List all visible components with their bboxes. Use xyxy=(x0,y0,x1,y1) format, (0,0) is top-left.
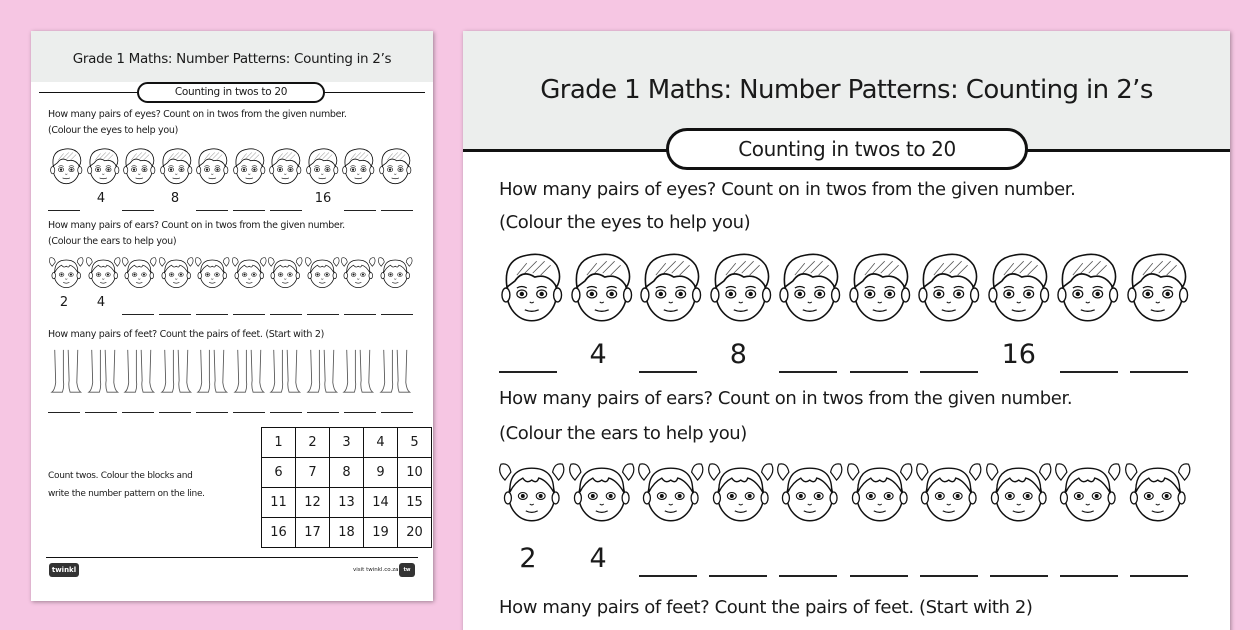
girl-face-icon xyxy=(1123,457,1193,533)
answer-blank[interactable] xyxy=(850,337,908,373)
girl-face-icon xyxy=(497,457,567,533)
ears-hint: (Colour the ears to help you) xyxy=(48,236,177,247)
answer-blank[interactable] xyxy=(48,393,80,413)
girl-face-icon xyxy=(377,254,414,296)
answer-blank[interactable] xyxy=(1130,337,1188,373)
boy-face-icon xyxy=(1053,247,1123,331)
feet-answer-row xyxy=(48,393,413,413)
grid-cell[interactable]: 15 xyxy=(398,488,432,518)
grid-cell[interactable]: 12 xyxy=(296,488,330,518)
grid-instruction-2: write the number pattern on the line. xyxy=(48,489,205,499)
boy-face-icon xyxy=(48,145,85,191)
boy-face-icon xyxy=(1123,247,1193,331)
given-number: 8 xyxy=(170,191,180,206)
girl-face-icon xyxy=(567,457,637,533)
answer-blank[interactable] xyxy=(85,393,117,413)
ears-answer-row xyxy=(499,541,1188,577)
worksheet-preview-thumbnail xyxy=(31,31,433,601)
answer-blank[interactable] xyxy=(196,393,228,413)
given-number: 2 xyxy=(59,295,69,310)
girl-faces-row xyxy=(497,457,1192,533)
grid-cell[interactable]: 18 xyxy=(330,518,364,548)
answer-blank[interactable] xyxy=(122,191,154,211)
boy-face-icon xyxy=(267,145,304,191)
ears-answer-row xyxy=(48,295,413,315)
worksheet-title: Grade 1 Maths: Number Patterns: Counting in 2’s xyxy=(72,51,392,67)
answer-blank[interactable] xyxy=(233,393,265,413)
boy-faces-row xyxy=(48,145,413,191)
feet-question: How many pairs of feet? Count the pairs of feet. (Start with 2) xyxy=(499,597,1033,618)
given-number: 2 xyxy=(519,543,537,574)
given-number: 4 xyxy=(96,191,106,206)
grid-cell[interactable]: 13 xyxy=(330,488,364,518)
footer-url: visit twinkl.co.za xyxy=(353,567,399,573)
eyes-hint: (Colour the eyes to help you) xyxy=(499,212,751,233)
grid-cell[interactable]: 1 xyxy=(262,428,296,458)
girl-face-icon xyxy=(194,254,231,296)
answer-blank[interactable] xyxy=(196,295,228,315)
answer-blank[interactable] xyxy=(1060,337,1118,373)
girl-face-icon xyxy=(775,457,845,533)
grid-row xyxy=(262,488,432,518)
boy-face-icon xyxy=(231,145,268,191)
girl-face-icon xyxy=(1053,457,1123,533)
grid-cell[interactable]: 6 xyxy=(262,458,296,488)
grid-cell[interactable]: 4 xyxy=(364,428,398,458)
boy-face-icon xyxy=(497,247,567,331)
answer-blank[interactable] xyxy=(233,191,265,211)
eyes-answer-row xyxy=(499,337,1188,373)
girl-face-icon xyxy=(85,254,122,296)
answer-blank[interactable] xyxy=(122,393,154,413)
grid-cell[interactable]: 2 xyxy=(296,428,330,458)
grid-instruction-1: Count twos. Colour the blocks and xyxy=(48,471,193,481)
grid-cell[interactable]: 14 xyxy=(364,488,398,518)
answer-blank[interactable] xyxy=(1130,541,1188,577)
grid-cell[interactable]: 10 xyxy=(398,458,432,488)
girl-face-icon xyxy=(267,254,304,296)
given-number: 16 xyxy=(1001,339,1036,370)
answer-blank[interactable] xyxy=(344,191,376,211)
subtitle-pill: Counting in twos to 20 xyxy=(137,82,325,103)
boy-face-icon xyxy=(775,247,845,331)
grid-row xyxy=(262,518,432,548)
answer-blank[interactable] xyxy=(990,541,1048,577)
answer-blank[interactable] xyxy=(850,541,908,577)
boy-face-icon xyxy=(706,247,776,331)
ears-question: How many pairs of ears? Count on in twos from the given number. xyxy=(48,220,345,231)
girl-face-icon xyxy=(48,254,85,296)
given-number: 4 xyxy=(589,543,607,574)
girl-faces-row xyxy=(48,254,413,296)
grid-cell[interactable]: 17 xyxy=(296,518,330,548)
subtitle-pill: Counting in twos to 20 xyxy=(666,128,1028,170)
answer-blank[interactable] xyxy=(779,337,837,373)
eyes-question: How many pairs of eyes? Count on in twos from the given number. xyxy=(499,179,1076,200)
answer-blank[interactable] xyxy=(381,191,413,211)
grid-row xyxy=(262,458,432,488)
grid-cell[interactable]: 7 xyxy=(296,458,330,488)
boy-face-icon xyxy=(121,145,158,191)
grid-cell[interactable]: 8 xyxy=(330,458,364,488)
boy-face-icon xyxy=(984,247,1054,331)
worksheet-zoomed xyxy=(463,31,1230,630)
boy-face-icon xyxy=(914,247,984,331)
boy-face-icon xyxy=(567,247,637,331)
boy-face-icon xyxy=(636,247,706,331)
hundred-grid-to-20 xyxy=(261,427,432,548)
answer-blank[interactable] xyxy=(159,295,191,315)
twinkl-logo: twinkl xyxy=(49,563,79,577)
grid-cell[interactable]: 9 xyxy=(364,458,398,488)
boy-face-icon xyxy=(158,145,195,191)
boy-faces-row xyxy=(497,247,1192,331)
boy-face-icon xyxy=(845,247,915,331)
grid-cell[interactable]: 3 xyxy=(330,428,364,458)
answer-blank[interactable] xyxy=(381,393,413,413)
girl-face-icon xyxy=(231,254,268,296)
answer-blank[interactable] xyxy=(159,393,191,413)
eyes-hint: (Colour the eyes to help you) xyxy=(48,125,179,136)
worksheet-title: Grade 1 Maths: Number Patterns: Counting in 2’s xyxy=(540,75,1153,105)
boy-face-icon xyxy=(194,145,231,191)
girl-face-icon xyxy=(304,254,341,296)
answer-blank[interactable] xyxy=(920,541,978,577)
answer-blank[interactable] xyxy=(270,393,302,413)
girl-face-icon xyxy=(121,254,158,296)
boy-face-icon xyxy=(304,145,341,191)
answer-blank[interactable] xyxy=(270,295,302,315)
feet-question: How many pairs of feet? Count the pairs of feet. (Start with 2) xyxy=(48,329,324,340)
boy-face-icon xyxy=(377,145,414,191)
answer-blank[interactable] xyxy=(344,295,376,315)
boy-face-icon xyxy=(340,145,377,191)
answer-blank[interactable] xyxy=(233,295,265,315)
answer-blank[interactable] xyxy=(499,337,557,373)
answer-blank[interactable] xyxy=(48,191,80,211)
given-number: 8 xyxy=(729,339,747,370)
given-number: 16 xyxy=(314,191,332,206)
grid-cell[interactable]: 20 xyxy=(398,518,432,548)
grid-cell[interactable]: 5 xyxy=(398,428,432,458)
girl-face-icon xyxy=(845,457,915,533)
given-number: 4 xyxy=(589,339,607,370)
answer-blank[interactable] xyxy=(381,295,413,315)
answer-blank[interactable] xyxy=(639,337,697,373)
answer-blank[interactable] xyxy=(1060,541,1118,577)
grid-cell[interactable]: 16 xyxy=(262,518,296,548)
answer-blank[interactable] xyxy=(779,541,837,577)
girl-face-icon xyxy=(158,254,195,296)
girl-face-icon xyxy=(706,457,776,533)
grid-cell[interactable]: 19 xyxy=(364,518,398,548)
ears-hint: (Colour the ears to help you) xyxy=(499,423,747,444)
answer-blank[interactable] xyxy=(639,541,697,577)
answer-blank[interactable] xyxy=(307,393,339,413)
footer-divider xyxy=(46,557,418,558)
grid-row xyxy=(262,428,432,458)
given-number: 4 xyxy=(96,295,106,310)
answer-blank[interactable] xyxy=(344,393,376,413)
answer-blank[interactable] xyxy=(307,295,339,315)
twinkl-badge-icon: tw xyxy=(399,563,415,577)
grid-cell[interactable]: 11 xyxy=(262,488,296,518)
eyes-question: How many pairs of eyes? Count on in twos from the given number. xyxy=(48,109,347,120)
ears-question: How many pairs of ears? Count on in twos from the given number. xyxy=(499,388,1073,409)
girl-face-icon xyxy=(914,457,984,533)
answer-blank[interactable] xyxy=(122,295,154,315)
answer-blank[interactable] xyxy=(270,191,302,211)
girl-face-icon xyxy=(340,254,377,296)
boy-face-icon xyxy=(85,145,122,191)
answer-blank[interactable] xyxy=(920,337,978,373)
answer-blank[interactable] xyxy=(709,541,767,577)
eyes-answer-row xyxy=(48,191,413,211)
girl-face-icon xyxy=(984,457,1054,533)
girl-face-icon xyxy=(636,457,706,533)
answer-blank[interactable] xyxy=(196,191,228,211)
